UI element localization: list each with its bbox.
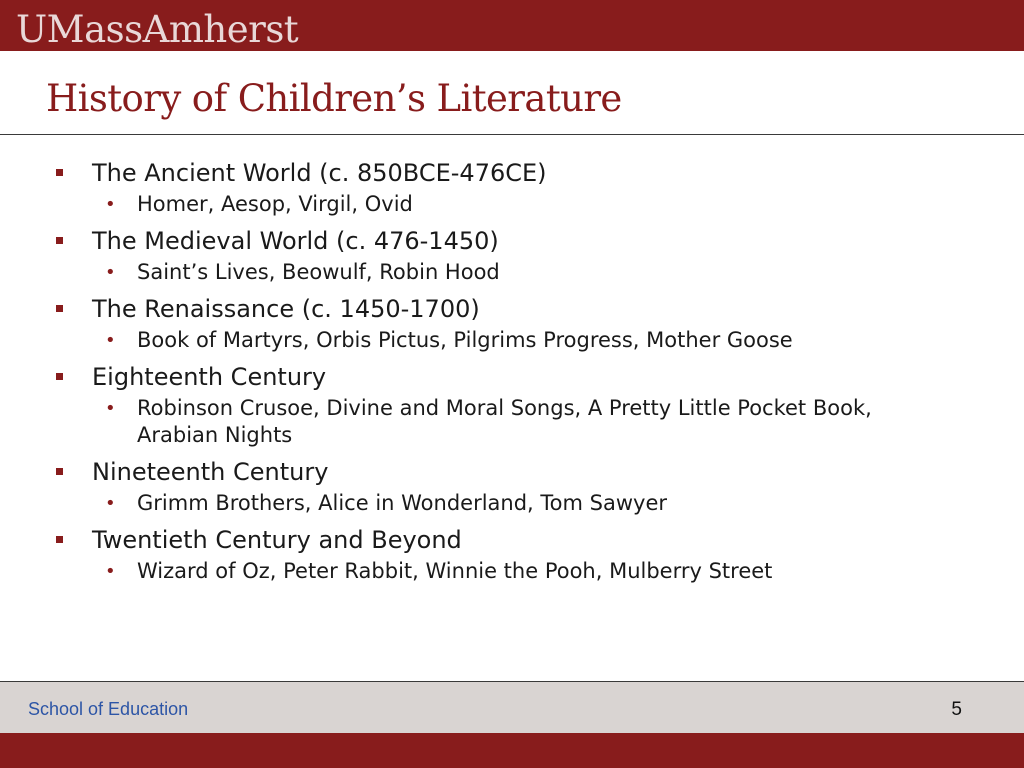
footer-department-label: School of Education bbox=[28, 699, 189, 719]
slide-title: History of Children’s Literature bbox=[46, 77, 622, 120]
bottom-banner bbox=[0, 733, 1024, 768]
era-works: Grimm Brothers, Alice in Wonderland, Tom Sawyer bbox=[137, 491, 668, 515]
era-works: Wizard of Oz, Peter Rabbit, Winnie the Pooh, Mulberry Street bbox=[137, 559, 773, 583]
square-bullet-icon bbox=[56, 373, 63, 380]
round-bullet-icon: • bbox=[105, 493, 116, 514]
title-divider bbox=[0, 134, 1024, 135]
outline-item-renaissance bbox=[50, 292, 950, 326]
era-heading: The Ancient World (c. 850BCE-476CE) bbox=[92, 159, 547, 187]
era-heading: The Medieval World (c. 476-1450) bbox=[92, 227, 499, 255]
sub-item-medieval bbox=[50, 259, 950, 286]
outline-list bbox=[50, 154, 950, 591]
slide-number: 5 bbox=[951, 699, 962, 720]
era-works: Book of Martyrs, Orbis Pictus, Pilgrims Progress, Mother Goose bbox=[137, 328, 793, 352]
round-bullet-icon: • bbox=[105, 194, 116, 215]
sub-item-twentieth bbox=[50, 558, 950, 585]
outline-item-eighteenth bbox=[50, 360, 950, 394]
sub-item-ancient bbox=[50, 191, 950, 218]
round-bullet-icon: • bbox=[105, 561, 116, 582]
top-banner bbox=[0, 0, 1024, 51]
era-works: Saint’s Lives, Beowulf, Robin Hood bbox=[137, 260, 500, 284]
outline-item-medieval bbox=[50, 224, 950, 258]
outline-item-twentieth bbox=[50, 523, 950, 557]
era-heading: Nineteenth Century bbox=[92, 458, 329, 486]
square-bullet-icon bbox=[56, 468, 63, 475]
era-heading: Eighteenth Century bbox=[92, 363, 327, 391]
round-bullet-icon: • bbox=[105, 330, 116, 351]
sub-item-nineteenth bbox=[50, 490, 950, 517]
square-bullet-icon bbox=[56, 237, 63, 244]
outline-item-nineteenth bbox=[50, 455, 950, 489]
era-works: Robinson Crusoe, Divine and Moral Songs, A Pretty Little Pocket Book, Arabian Nights bbox=[137, 396, 872, 447]
sub-item-eighteenth bbox=[50, 395, 950, 449]
outline-item-ancient bbox=[50, 156, 950, 190]
round-bullet-icon: • bbox=[105, 398, 116, 419]
round-bullet-icon: • bbox=[105, 262, 116, 283]
square-bullet-icon bbox=[56, 536, 63, 543]
era-works: Homer, Aesop, Virgil, Ovid bbox=[137, 192, 413, 216]
era-heading: Twentieth Century and Beyond bbox=[92, 526, 462, 554]
square-bullet-icon bbox=[56, 169, 63, 176]
university-logo: UMassAmherst bbox=[16, 8, 299, 51]
sub-item-renaissance bbox=[50, 327, 950, 354]
square-bullet-icon bbox=[56, 305, 63, 312]
era-heading: The Renaissance (c. 1450-1700) bbox=[92, 295, 480, 323]
footer-bar bbox=[0, 682, 1024, 733]
